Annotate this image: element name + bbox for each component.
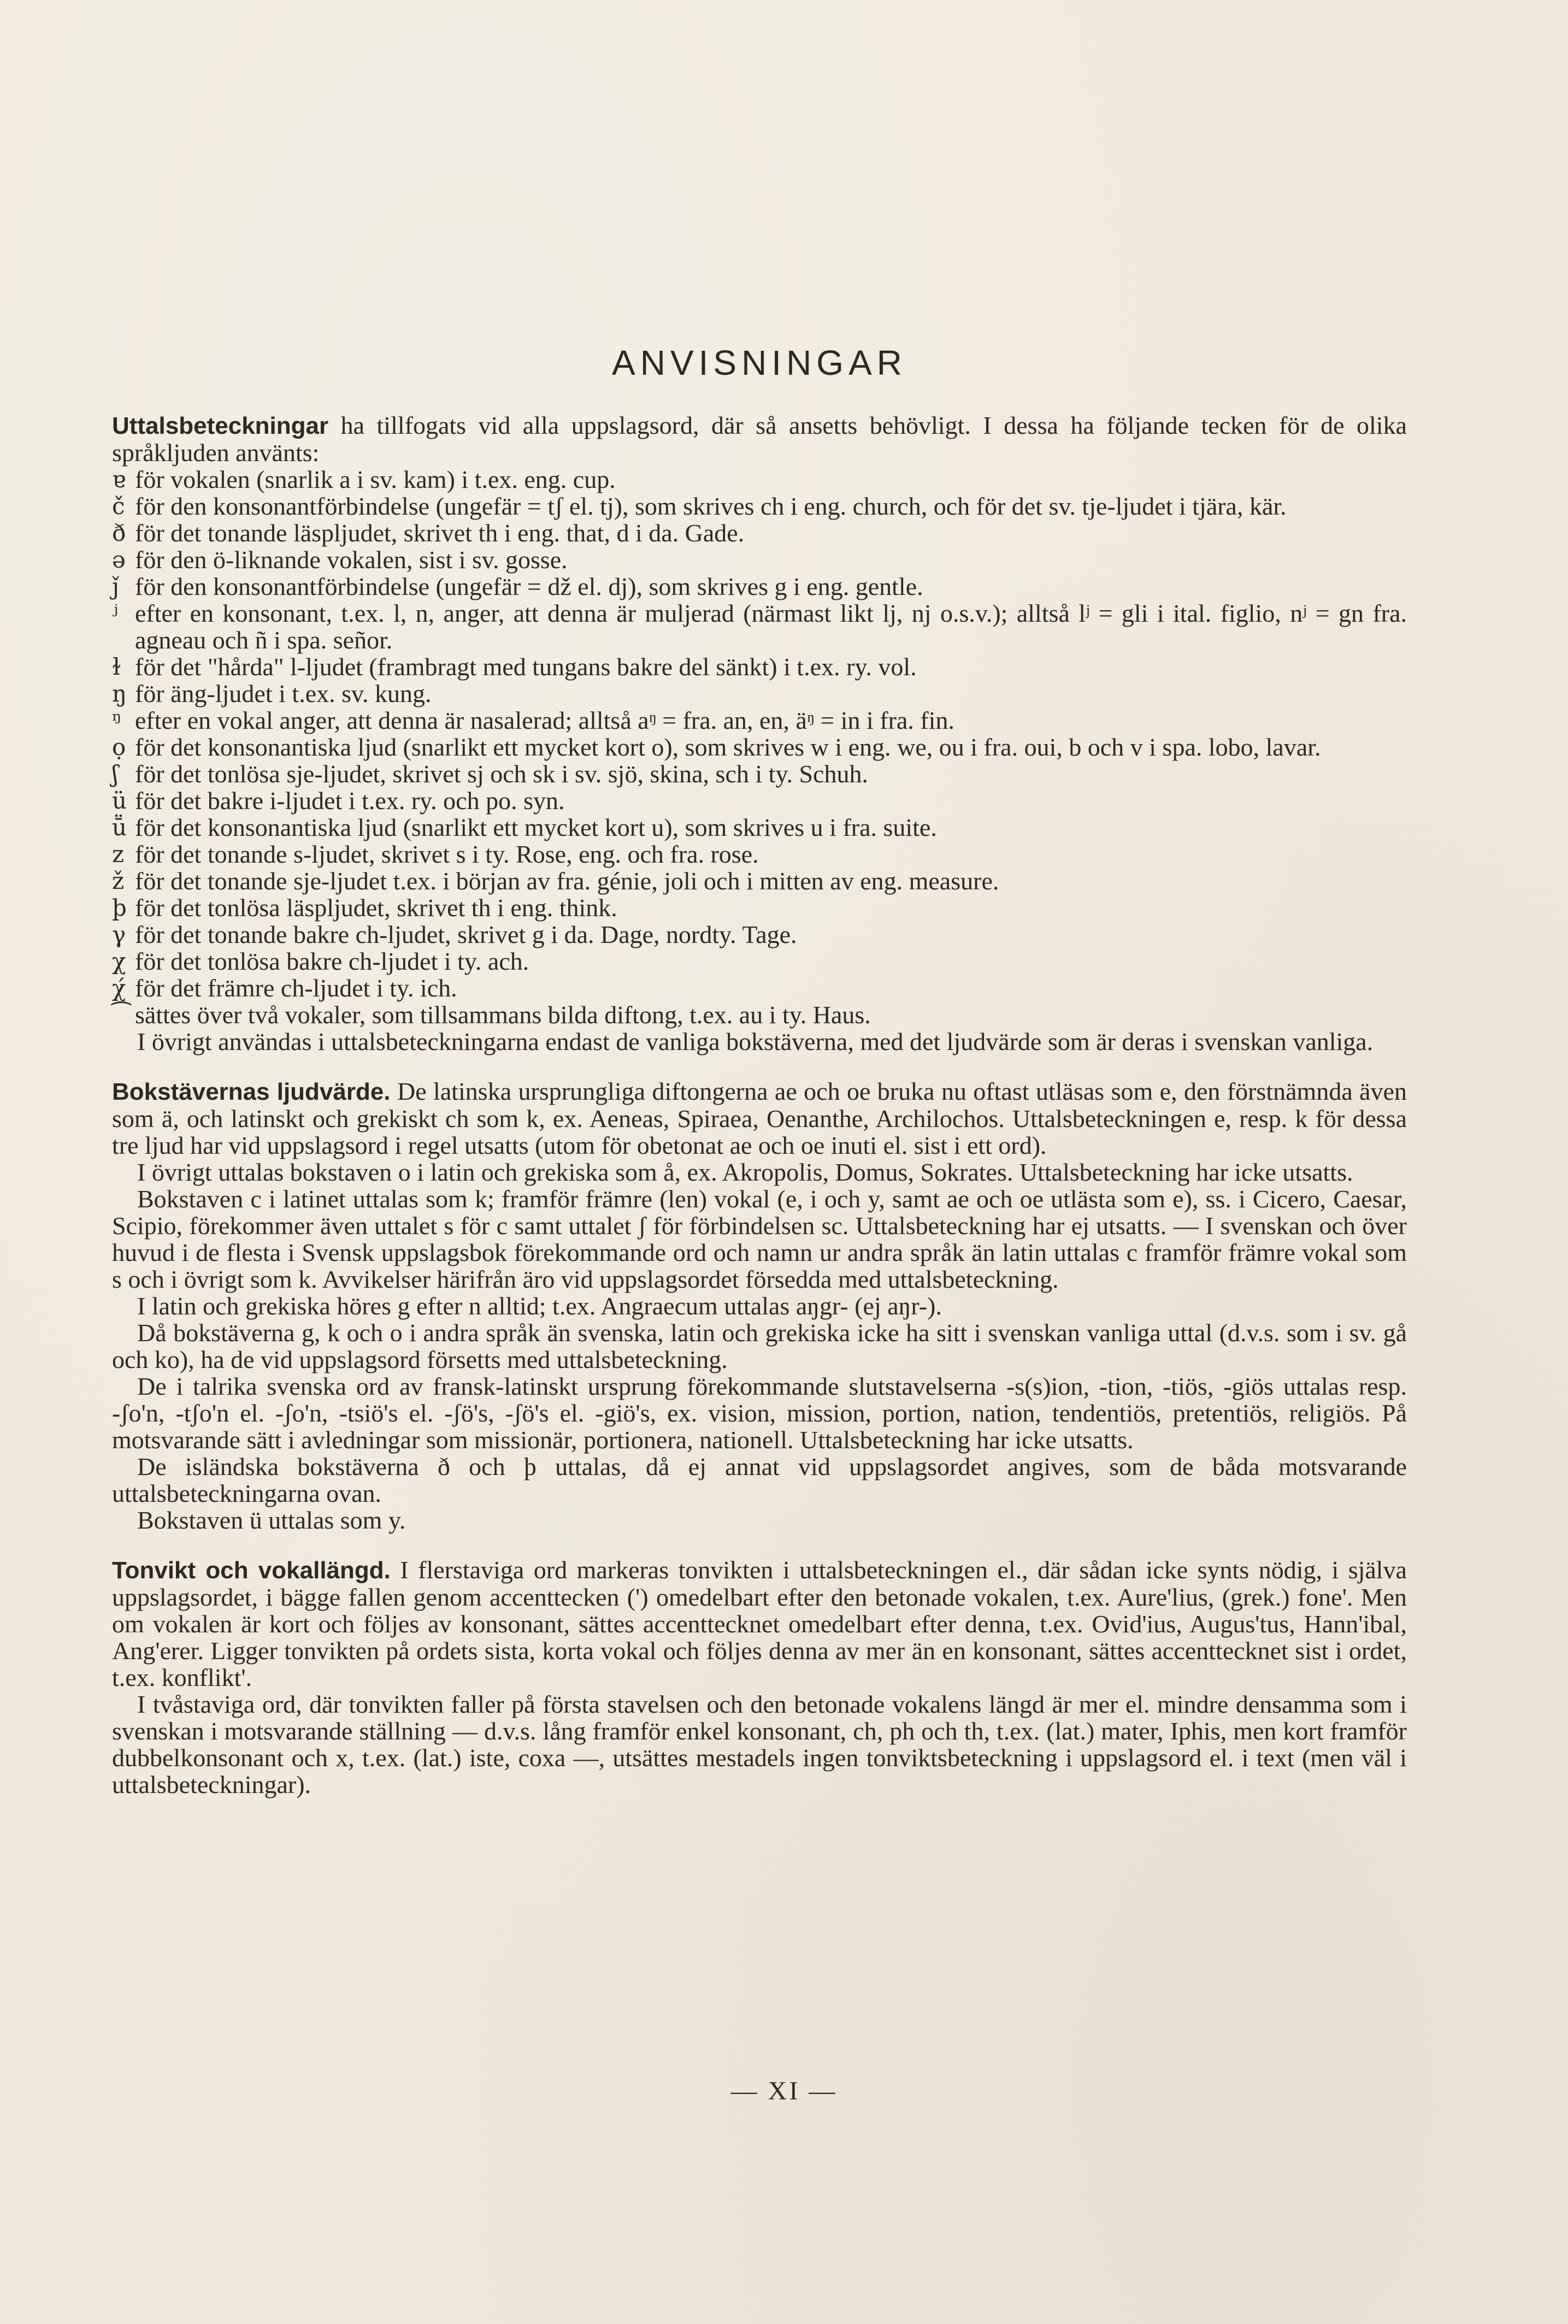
phonetic-symbol: þ [112, 894, 127, 921]
symbol-row [112, 814, 1407, 841]
phonetic-symbol: ð [112, 520, 126, 546]
paragraph-text: ha tillfogats vid alla uppslagsord, där så ansetts behövligt. I dessa ha följande tecken för de olika språkljuden använts: [112, 411, 1407, 467]
page-number: — XI — [730, 2077, 838, 2105]
symbol-row [112, 520, 1407, 546]
symbol-description: för det tonlösa läspljudet, skrivet th i eng. think. [135, 894, 617, 922]
symbol-row [112, 493, 1407, 520]
symbol-row [112, 573, 1407, 600]
uttal-intro-paragraph [112, 412, 1407, 466]
paragraph: I latin och grekiska höres g efter n alltid; t.ex. Angraecum uttalas aŋgr- (ej aŋr-). [137, 1292, 942, 1320]
symbol-row [112, 894, 1407, 921]
paragraph: Då bokstäverna g, k och o i andra språk än svenska, latin och grekiska icke ha sitt i svenskan vanliga uttal (d.v.s. som i sv. gå och ko), ha de vid uppslagsord försetts med uttalsbeteckning. [112, 1319, 1407, 1373]
paragraph: De isländska bokstäverna ð och þ uttalas, då ej annat vid uppslagsordet angives, som de båda motsvarande uttalsbeteckningarna ovan. [112, 1453, 1407, 1507]
symbol-description: för äng-ljudet i t.ex. sv. kung. [135, 680, 432, 707]
symbol-row [112, 707, 1407, 734]
bokstav-intro-paragraph [112, 1078, 1407, 1159]
symbol-description: för det konsonantiska ljud (snarlikt ett mycket kort u), som skrives u i fra. suite. [135, 813, 937, 841]
phonetic-symbol: ʃ [112, 760, 119, 787]
page-content [112, 343, 1407, 1821]
phonetic-symbol: ž [112, 868, 125, 894]
section-bokstavernas-ljudvarde [112, 1078, 1407, 1533]
symbol-row [112, 680, 1407, 707]
symbol-row [112, 760, 1407, 787]
tonvikt-intro-paragraph [112, 1556, 1407, 1691]
section-tonvikt-och-vokallangd [112, 1556, 1407, 1798]
symbol-row [112, 734, 1407, 760]
paragraph: I övrigt användas i uttalsbeteckningarna endast de vanliga bokstäverna, med det ljudvärde som är deras i svenskan vanliga. [137, 1028, 1374, 1055]
symbol-description: för det konsonantiska ljud (snarlikt ett mycket kort o), som skrives w i eng. we, ou i fra. oui, b och v i spa. lobo, lavar. [135, 733, 1321, 761]
symbol-row [112, 787, 1407, 814]
section-heading: Uttalsbeteckningar [112, 412, 329, 439]
page-title: ANVISNINGAR [612, 343, 907, 382]
phonetic-symbol: ṻ [112, 814, 127, 841]
symbol-row [112, 841, 1407, 868]
symbol-description: för den konsonantförbindelse (ungefär = dž el. dj), som skrives g i eng. gentle. [135, 573, 923, 600]
symbol-description: för det bakre i-ljudet i t.ex. ry. och po. syn. [135, 787, 565, 815]
paragraph-text: I flerstaviga ord markeras tonvikten i uttalsbeteckningen el., där sådan icke synts nödig, i själva uppslagsordet, i bägge fallen genom accenttecken (') omedelbart efter den betonade vokalen, t.ex. Aure'lius, (grek.) fone'. Men om vokalen är kort och följes av konsonant, sättes accenttecknet omedelbart efter denna, t.ex. Ovid'ius, Augus'tus, Hann'ibal, Ang'erer. Ligger tonvikten på ordets sista, korta vokal och följes denna av mer än en konsonant, sättes accenttecknet sist i ordet, t.ex. konflikt'. [112, 1556, 1407, 1691]
symbol-row [112, 600, 1407, 653]
symbol-list [112, 466, 1407, 1028]
symbol-row [112, 948, 1407, 975]
phonetic-symbol: ə [112, 546, 126, 573]
phonetic-symbol: ŋ [112, 680, 127, 707]
paragraph-text: De latinska ursprungliga diftongerna ae och oe bruka nu oftast utläsas som e, den förstnämnda även som ä, och latinskt och grekiskt ch som k, ex. Aeneas, Spiraea, Oenanthe, Archilochos. Uttalsbeteckningen e, resp. k för dessa tre ljud har vid uppslagsord i regel utsatts (utom för obetonat ae och oe inuti el. sist i ett ord). [112, 1077, 1407, 1159]
paragraph: I tvåstaviga ord, där tonvikten faller på första stavelsen och den betonade vokalens längd är mer el. mindre densamma som i svenskan i motsvarande ställning — d.v.s. lång framför enkel konsonant, ch, ph och th, t.ex. (lat.) mater, Iphis, men kort framför dubbelkonsonant och x, t.ex. (lat.) iste, coxa —, utsättes mestadels ingen tonviktsbeteckning i uppslagsord el. i text (men väl i uttalsbeteckningar). [112, 1690, 1407, 1798]
phonetic-symbol: ᵑ [112, 707, 121, 734]
paragraph: I övrigt uttalas bokstaven o i latin och grekiska som å, ex. Akropolis, Domus, Sokrates. Uttalsbeteckning har icke utsatts. [137, 1158, 1353, 1186]
section-heading: Tonvikt och vokallängd. [112, 1557, 391, 1584]
symbol-description: för det tonlösa bakre ch-ljudet i ty. ach. [135, 947, 529, 975]
phonetic-symbol: γ [112, 921, 126, 948]
symbol-row [112, 868, 1407, 894]
paragraph: Bokstaven c i latinet uttalas som k; framför främre (len) vokal (e, i och y, samt ae och oe utlästa som e), ss. i Cicero, Caesar, Scipio, förekommer även uttalet s för c samt uttalet ʃ för förbindelsen sc. Uttalsbeteckning har ej utsatts. — I svenskan och över huvud i de flesta i Svensk uppslagsbok förekommande ord och namn ur andra språk än latin uttalas c framför främre vokal som s och i övrigt som k. Avvikelser härifrån äro vid uppslagsordet försedda med uttalsbeteckning. [112, 1185, 1407, 1293]
phonetic-symbol: χ́ [112, 975, 126, 1001]
symbol-description: för det främre ch-ljudet i ty. ich. [135, 974, 457, 1002]
phonetic-symbol: ɐ [112, 466, 126, 493]
phonetic-symbol: ʲ [112, 600, 119, 627]
symbol-row [112, 975, 1407, 1001]
phonetic-symbol: ⁀ [112, 1001, 131, 1028]
symbol-description: för vokalen (snarlik a i sv. kam) i t.ex. eng. cup. [135, 465, 616, 493]
symbol-description: för det tonande läspljudet, skrivet th i eng. that, d i da. Gade. [135, 519, 745, 547]
symbol-description: för det "hårda" l-ljudet (frambragt med tungans bakre del sänkt) i t.ex. ry. vol. [135, 653, 917, 681]
symbol-description: för det tonande bakre ch-ljudet, skrivet g i da. Dage, nordty. Tage. [135, 921, 797, 948]
phonetic-symbol: č [112, 493, 125, 520]
phonetic-symbol: χ [112, 948, 126, 975]
symbol-row [112, 653, 1407, 680]
section-heading: Bokstävernas ljudvärde. [112, 1078, 391, 1105]
symbol-description: för det tonlösa sje-ljudet, skrivet sj och sk i sv. sjö, skina, sch i ty. Schuh. [135, 760, 868, 788]
symbol-description: för det tonande s-ljudet, skrivet s i ty. Rose, eng. och fra. rose. [135, 840, 759, 868]
phonetic-symbol: ɫ [112, 653, 121, 680]
symbol-row [112, 546, 1407, 573]
phonetic-symbol: ü [112, 787, 127, 814]
symbol-description: för den konsonantförbindelse (ungefär = tʃ el. tj), som skrives ch i eng. church, och för det sv. tje-ljudet i tjära, kär. [135, 492, 1287, 520]
paragraph: Bokstaven ü uttalas som y. [137, 1506, 406, 1534]
symbol-row [112, 921, 1407, 948]
phonetic-symbol: ọ [112, 734, 126, 760]
phonetic-symbol: z [112, 841, 125, 868]
symbol-description: efter en vokal anger, att denna är nasalerad; alltså aᵑ = fra. an, en, äᵑ = in i fra. fin. [135, 706, 954, 734]
symbol-row [112, 1001, 1407, 1028]
section-uttalsbeteckningar [112, 412, 1407, 1055]
symbol-description: sättes över två vokaler, som tillsammans bilda diftong, t.ex. au i ty. Haus. [135, 1001, 871, 1029]
paragraph: De i talrika svenska ord av fransk-latinskt ursprung förekommande slutstavelserna -s(s)ion, -tion, -tiös, -giös uttalas resp. -ʃo'n, -tʃo'n el. -ʃo'n, -tsiö's el. -ʃö's, -ʃö's el. -giö's, ex. vision, mission, portion, nation, tendentiös, pretentiös, religiös. På motsvarande sätt i avledningar som missionär, portionera, nationell. Uttalsbeteckning har icke utsatts. [112, 1372, 1407, 1454]
symbol-row [112, 466, 1407, 493]
symbol-description: för den ö-liknande vokalen, sist i sv. gosse. [135, 546, 568, 574]
symbol-description: efter en konsonant, t.ex. l, n, anger, att denna är muljerad (närmast likt lj, nj o.s.v.); alltså lʲ = gli i ital. figlio, nʲ = gn fra. agneau och ñ i spa. señor. [135, 599, 1407, 654]
phonetic-symbol: ǰ [112, 573, 120, 600]
symbol-description: för det tonande sje-ljudet t.ex. i början av fra. génie, joli och i mitten av eng. measure. [135, 867, 999, 895]
